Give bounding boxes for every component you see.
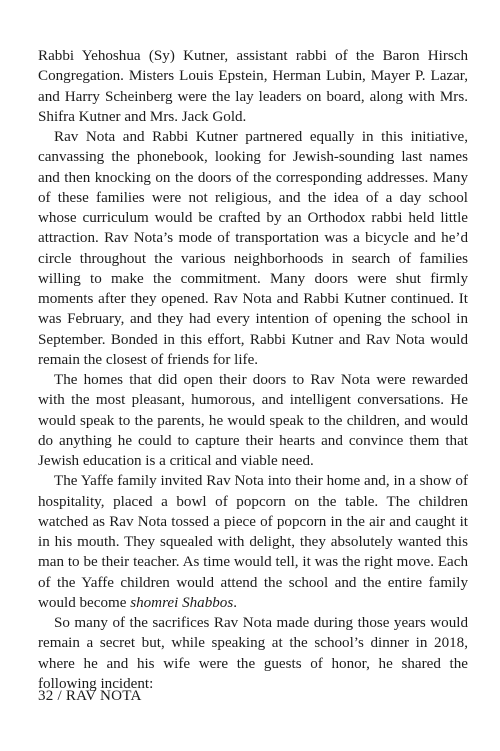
- body-text: [38, 46, 468, 694]
- paragraph-sacrifices: So many of the sacrifices Rav Nota made during those years would remain a secret but, while speaking at the school’s dinner in 2018, where he and his wife were the guests of honor, he shared the following incident:: [38, 615, 468, 692]
- paragraph-yaffe-after: .: [233, 594, 238, 611]
- paragraph-yaffe-italic: shomrei Shabbos: [130, 594, 234, 611]
- paragraph-continuation: Rabbi Yehoshua (Sy) Kutner, assistant rabbi of the Baron Hirsch Congregation. Misters Louis Epstein, Herman Lubin, Mayer P. Lazar, and Harry Scheinberg were the lay leaders on board, along with Mrs. Shifra Kutner and Mrs. Jack Gold.: [38, 48, 468, 125]
- paragraph-yaffe-family: [38, 471, 468, 613]
- paragraph-homes: The homes that did open their doors to Rav Nota were rewarded with the most pleasant, humorous, and intelligent conversations. He would speak to the parents, he would speak to the children, and would do anything he could to capture their hearts and convince them that Jewish education is a critical and viable need.: [38, 372, 468, 469]
- paragraph-canvassing: Rav Nota and Rabbi Kutner partnered equally in this initiative, canvassing the phonebook, looking for Jewish-sounding last names and then knocking on the doors of the corresponding addresses. Many of these families were not religious, and the idea of a day school whose curriculum would be crafted by an Orthodox rabbi held little attraction. Rav Nota’s mode of transportation was a bicycle and he’d circle throughout the various neighborhoods in search of families willing to make the commitment. Many doors were shut firmly moments after they opened. Rav Nota and Rabbi Kutner continued. It was February, and they had every intention of opening the school in September. Bonded in this effort, Rabbi Kutner and Rav Nota would remain the closest of friends for life.: [38, 129, 468, 368]
- page-footer: 32 / RAV NOTA: [38, 688, 142, 704]
- paragraph-yaffe-text: The Yaffe family invited Rav Nota into their home and, in a show of hospitality, placed a bowl of popcorn on the table. The children watched as Rav Nota tossed a piece of popcorn in the air and caught it in his mouth. They squealed with delight, they absolutely wanted this man to be their teacher. As time would tell, it was the right move. Each of the Yaffe children would attend the school and the entire family would become: [38, 473, 468, 611]
